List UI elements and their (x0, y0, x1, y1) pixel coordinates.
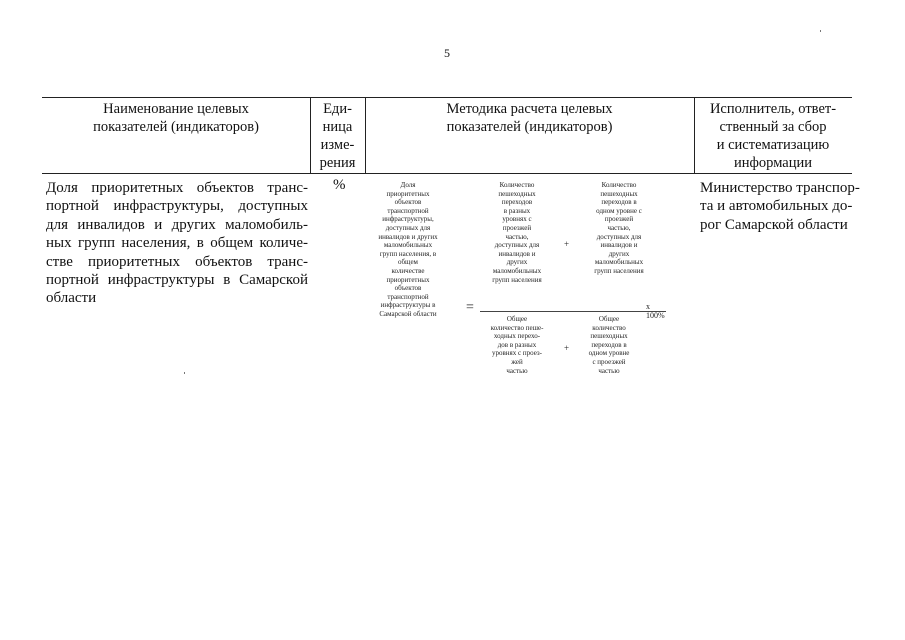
plus-sign-denominator: + (564, 343, 570, 353)
denominator-term-b: Общее количество пешеходных переходов в одном уровне с проезжей частью (588, 315, 630, 375)
percent-multiplier: x 100% (646, 302, 665, 320)
indicator-name-cell: Доля приоритетных объектов транс- портной инфраструктуры, доступных для инвалидов и других маломобиль- ных групп населения, в общем количе- стве приоритетных объектов транс- портной инфраструктуры в Самарской области (46, 180, 308, 307)
page-number: 5 (444, 46, 450, 60)
table-header-row (42, 97, 852, 174)
executor-cell: Министерство транспор- та и автомобильных до- рог Самарской области (700, 180, 860, 233)
header-executor: Исполнитель, ответ- ственный за сбор и систематизацию информации (709, 101, 837, 171)
numerator-term-b: Количество пешеходных переходов в одном уровне с проезжей частью, доступных для инвалидов и других маломобильных групп населения (594, 181, 644, 275)
denominator-term-a: Общее количество пеше- ходных перехо- дов в разных уровнях с проез- жей частью (490, 315, 544, 375)
unit-cell: % (333, 177, 346, 193)
header-unit: Еди- ница изме- рения (319, 101, 356, 171)
plus-sign-numerator: + (564, 239, 570, 249)
header-indicator-name: Наименование целевых показателей (индикаторов) (93, 101, 259, 135)
formula-left-term: Доля приоритетных объектов транспортной инфраструктуры, доступных для инвалидов и других маломобильных групп населения, в общем количестве приоритетных объектов транспортной инфраструктуры в Самарской области (378, 181, 438, 318)
fraction-bar (480, 311, 666, 312)
scan-speck (820, 30, 821, 32)
scan-speck (184, 372, 185, 374)
numerator-term-a: Количество пешеходных переходов в разных уровнях с проезжей частью, доступных для инвалидов и других маломобильных групп населения (492, 181, 542, 284)
equals-sign: = (466, 300, 474, 315)
header-method: Методика расчета целевых показателей (индикаторов) (446, 101, 613, 135)
